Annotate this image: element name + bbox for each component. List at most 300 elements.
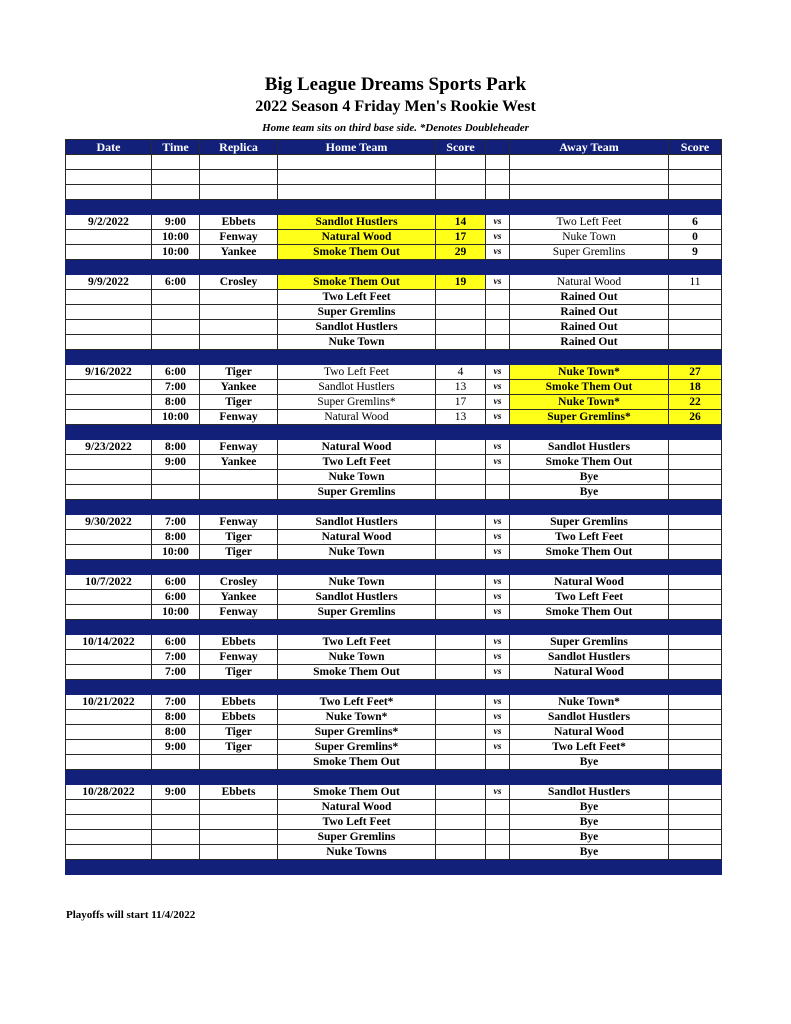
away-score-cell <box>669 290 722 305</box>
home-team-cell: Sandlot Hustlers <box>278 380 436 395</box>
home-score-cell <box>436 650 486 665</box>
away-score-cell <box>669 740 722 755</box>
away-team-cell: Rained Out <box>510 320 669 335</box>
home-score-cell <box>436 485 486 500</box>
home-score-cell <box>436 455 486 470</box>
home-score-cell <box>436 665 486 680</box>
home-team-cell: Super Gremlins <box>278 485 436 500</box>
away-score-cell: 26 <box>669 410 722 425</box>
replica-cell <box>200 185 278 200</box>
away-score-cell <box>669 800 722 815</box>
home-score-cell <box>436 155 486 170</box>
table-row <box>66 245 722 260</box>
time-cell: 6:00 <box>152 635 200 650</box>
table-row <box>66 410 722 425</box>
home-score-cell <box>436 320 486 335</box>
home-score-cell <box>436 575 486 590</box>
vs-cell: vs <box>486 215 510 230</box>
date-cell: 10/21/2022 <box>66 695 152 710</box>
time-cell: 7:00 <box>152 695 200 710</box>
away-team-cell: Nuke Town* <box>510 365 669 380</box>
vs-cell <box>486 815 510 830</box>
away-score-cell <box>669 545 722 560</box>
time-cell <box>152 320 200 335</box>
col-header-home-score: Score <box>436 140 486 155</box>
date-cell <box>66 410 152 425</box>
time-cell: 8:00 <box>152 710 200 725</box>
date-cell <box>66 830 152 845</box>
table-row <box>66 635 722 650</box>
home-team-cell: Super Gremlins <box>278 605 436 620</box>
away-team-cell: Nuke Town* <box>510 395 669 410</box>
separator-bar <box>66 260 722 275</box>
separator-bar <box>66 860 722 875</box>
date-cell <box>66 650 152 665</box>
vs-cell <box>486 155 510 170</box>
footer-note: Playoffs will start 11/4/2022 <box>66 909 196 921</box>
separator-bar <box>66 620 722 635</box>
vs-cell: vs <box>486 275 510 290</box>
separator-bar <box>66 500 722 515</box>
table-row <box>66 305 722 320</box>
replica-cell: Tiger <box>200 740 278 755</box>
home-score-cell: 13 <box>436 380 486 395</box>
time-cell: 10:00 <box>152 545 200 560</box>
col-header-vs <box>486 140 510 155</box>
home-score-cell <box>436 305 486 320</box>
home-score-cell: 19 <box>436 275 486 290</box>
time-cell: 6:00 <box>152 590 200 605</box>
time-cell: 9:00 <box>152 740 200 755</box>
date-cell: 10/28/2022 <box>66 785 152 800</box>
replica-cell <box>200 470 278 485</box>
home-team-cell <box>278 185 436 200</box>
table-row <box>66 650 722 665</box>
date-cell <box>66 605 152 620</box>
vs-cell: vs <box>486 665 510 680</box>
away-team-cell: Super Gremlins <box>510 245 669 260</box>
away-team-cell: Bye <box>510 755 669 770</box>
vs-cell: vs <box>486 635 510 650</box>
away-team-cell: Natural Wood <box>510 275 669 290</box>
replica-cell: Yankee <box>200 455 278 470</box>
away-team-cell: Super Gremlins <box>510 635 669 650</box>
home-score-cell <box>436 605 486 620</box>
home-team-cell: Two Left Feet <box>278 365 436 380</box>
table-row <box>66 590 722 605</box>
date-cell <box>66 710 152 725</box>
time-cell: 8:00 <box>152 725 200 740</box>
time-cell: 10:00 <box>152 230 200 245</box>
home-score-cell <box>436 695 486 710</box>
away-team-cell: Bye <box>510 800 669 815</box>
time-cell: 7:00 <box>152 380 200 395</box>
header-note: Home team sits on third base side. *Denotes Doubleheader <box>262 122 529 134</box>
vs-cell <box>486 290 510 305</box>
away-score-cell <box>669 455 722 470</box>
date-cell <box>66 305 152 320</box>
home-team-cell: Smoke Them Out <box>278 785 436 800</box>
home-team-cell: Smoke Them Out <box>278 245 436 260</box>
vs-cell <box>486 755 510 770</box>
away-team-cell <box>510 155 669 170</box>
time-cell <box>152 185 200 200</box>
date-cell <box>66 455 152 470</box>
home-team-cell: Natural Wood <box>278 410 436 425</box>
replica-cell <box>200 170 278 185</box>
date-cell <box>66 800 152 815</box>
table-row <box>66 215 722 230</box>
date-cell <box>66 485 152 500</box>
vs-cell <box>486 320 510 335</box>
home-team-cell: Sandlot Hustlers <box>278 215 436 230</box>
table-row <box>66 275 722 290</box>
home-team-cell: Super Gremlins* <box>278 725 436 740</box>
vs-cell: vs <box>486 725 510 740</box>
away-team-cell: Natural Wood <box>510 725 669 740</box>
col-header-home-team: Home Team <box>278 140 436 155</box>
separator-bar <box>66 350 722 365</box>
date-cell: 9/30/2022 <box>66 515 152 530</box>
time-cell: 9:00 <box>152 215 200 230</box>
away-score-cell <box>669 845 722 860</box>
separator-bar <box>66 200 722 215</box>
replica-cell: Ebbets <box>200 710 278 725</box>
time-cell: 8:00 <box>152 440 200 455</box>
home-score-cell <box>436 845 486 860</box>
vs-cell <box>486 185 510 200</box>
date-cell: 10/7/2022 <box>66 575 152 590</box>
date-cell <box>66 320 152 335</box>
home-score-cell: 4 <box>436 365 486 380</box>
away-team-cell: Two Left Feet* <box>510 740 669 755</box>
time-cell <box>152 155 200 170</box>
time-cell: 10:00 <box>152 605 200 620</box>
away-score-cell <box>669 695 722 710</box>
date-cell: 9/16/2022 <box>66 365 152 380</box>
date-cell <box>66 740 152 755</box>
replica-cell <box>200 815 278 830</box>
away-team-cell: Sandlot Hustlers <box>510 650 669 665</box>
away-score-cell <box>669 530 722 545</box>
home-team-cell: Smoke Them Out <box>278 275 436 290</box>
time-cell: 6:00 <box>152 275 200 290</box>
table-row <box>66 335 722 350</box>
replica-cell: Crosley <box>200 575 278 590</box>
replica-cell <box>200 335 278 350</box>
home-team-cell <box>278 170 436 185</box>
date-cell <box>66 335 152 350</box>
table-row <box>66 800 722 815</box>
home-score-cell: 13 <box>436 410 486 425</box>
table-row <box>66 185 722 200</box>
away-team-cell: Smoke Them Out <box>510 380 669 395</box>
away-team-cell <box>510 170 669 185</box>
replica-cell: Fenway <box>200 605 278 620</box>
away-team-cell: Sandlot Hustlers <box>510 710 669 725</box>
away-team-cell: Two Left Feet <box>510 530 669 545</box>
replica-cell: Ebbets <box>200 215 278 230</box>
replica-cell: Fenway <box>200 410 278 425</box>
table-row <box>66 845 722 860</box>
home-team-cell: Nuke Town <box>278 650 436 665</box>
home-team-cell: Nuke Town* <box>278 710 436 725</box>
away-score-cell <box>669 575 722 590</box>
separator-row <box>66 860 722 875</box>
vs-cell: vs <box>486 365 510 380</box>
away-score-cell <box>669 725 722 740</box>
home-team-cell: Two Left Feet <box>278 635 436 650</box>
replica-cell: Ebbets <box>200 785 278 800</box>
home-team-cell: Natural Wood <box>278 230 436 245</box>
replica-cell: Yankee <box>200 380 278 395</box>
vs-cell <box>486 170 510 185</box>
table-row <box>66 380 722 395</box>
home-team-cell: Super Gremlins* <box>278 395 436 410</box>
separator-row <box>66 425 722 440</box>
home-team-cell: Sandlot Hustlers <box>278 590 436 605</box>
table-row <box>66 515 722 530</box>
date-cell <box>66 470 152 485</box>
date-cell <box>66 290 152 305</box>
away-team-cell: Sandlot Hustlers <box>510 785 669 800</box>
date-cell <box>66 725 152 740</box>
vs-cell: vs <box>486 695 510 710</box>
home-score-cell <box>436 635 486 650</box>
table-row <box>66 290 722 305</box>
separator-bar <box>66 770 722 785</box>
table-row <box>66 575 722 590</box>
table-row <box>66 830 722 845</box>
date-cell <box>66 545 152 560</box>
header-row <box>66 140 722 155</box>
away-team-cell: Two Left Feet <box>510 215 669 230</box>
away-score-cell <box>669 470 722 485</box>
time-cell: 8:00 <box>152 530 200 545</box>
home-score-cell <box>436 785 486 800</box>
table-row <box>66 605 722 620</box>
time-cell <box>152 800 200 815</box>
vs-cell: vs <box>486 650 510 665</box>
home-score-cell <box>436 740 486 755</box>
time-cell <box>152 845 200 860</box>
away-team-cell: Rained Out <box>510 335 669 350</box>
table-row <box>66 395 722 410</box>
replica-cell <box>200 155 278 170</box>
home-team-cell: Sandlot Hustlers <box>278 515 436 530</box>
away-score-cell: 11 <box>669 275 722 290</box>
date-cell <box>66 230 152 245</box>
home-team-cell: Smoke Them Out <box>278 665 436 680</box>
vs-cell: vs <box>486 380 510 395</box>
home-team-cell: Two Left Feet <box>278 455 436 470</box>
away-team-cell: Rained Out <box>510 305 669 320</box>
time-cell <box>152 170 200 185</box>
col-header-replica: Replica <box>200 140 278 155</box>
vs-cell <box>486 305 510 320</box>
vs-cell: vs <box>486 605 510 620</box>
page-title: Big League Dreams Sports Park <box>264 74 527 95</box>
time-cell <box>152 470 200 485</box>
away-score-cell <box>669 485 722 500</box>
away-score-cell <box>669 185 722 200</box>
date-cell <box>66 245 152 260</box>
away-team-cell: Two Left Feet <box>510 590 669 605</box>
time-cell <box>152 305 200 320</box>
away-score-cell <box>669 335 722 350</box>
vs-cell: vs <box>486 230 510 245</box>
away-score-cell <box>669 815 722 830</box>
table-row <box>66 545 722 560</box>
home-team-cell: Super Gremlins* <box>278 740 436 755</box>
replica-cell <box>200 290 278 305</box>
table-row <box>66 725 722 740</box>
replica-cell: Tiger <box>200 665 278 680</box>
home-team-cell: Natural Wood <box>278 530 436 545</box>
vs-cell: vs <box>486 455 510 470</box>
away-team-cell: Smoke Them Out <box>510 455 669 470</box>
col-header-away-team: Away Team <box>510 140 669 155</box>
time-cell: 7:00 <box>152 650 200 665</box>
replica-cell: Tiger <box>200 725 278 740</box>
away-team-cell: Rained Out <box>510 290 669 305</box>
away-team-cell: Smoke Them Out <box>510 605 669 620</box>
replica-cell <box>200 845 278 860</box>
replica-cell: Fenway <box>200 440 278 455</box>
time-cell <box>152 485 200 500</box>
away-score-cell <box>669 440 722 455</box>
vs-cell <box>486 800 510 815</box>
replica-cell <box>200 800 278 815</box>
replica-cell: Ebbets <box>200 635 278 650</box>
home-score-cell <box>436 815 486 830</box>
away-score-cell: 27 <box>669 365 722 380</box>
away-team-cell: Bye <box>510 485 669 500</box>
time-cell: 6:00 <box>152 365 200 380</box>
time-cell <box>152 815 200 830</box>
date-cell <box>66 380 152 395</box>
date-cell <box>66 815 152 830</box>
away-score-cell: 6 <box>669 215 722 230</box>
col-header-away-score: Score <box>669 140 722 155</box>
home-team-cell: Super Gremlins <box>278 305 436 320</box>
away-score-cell: 0 <box>669 230 722 245</box>
home-team-cell: Sandlot Hustlers <box>278 320 436 335</box>
vs-cell: vs <box>486 395 510 410</box>
time-cell <box>152 755 200 770</box>
table-row <box>66 440 722 455</box>
replica-cell <box>200 755 278 770</box>
vs-cell <box>486 845 510 860</box>
home-score-cell <box>436 725 486 740</box>
vs-cell: vs <box>486 530 510 545</box>
home-score-cell <box>436 800 486 815</box>
table-row <box>66 455 722 470</box>
home-score-cell: 14 <box>436 215 486 230</box>
separator-row <box>66 680 722 695</box>
table-row <box>66 530 722 545</box>
vs-cell: vs <box>486 710 510 725</box>
replica-cell: Tiger <box>200 365 278 380</box>
time-cell <box>152 830 200 845</box>
home-team-cell: Natural Wood <box>278 440 436 455</box>
vs-cell <box>486 335 510 350</box>
table-row <box>66 470 722 485</box>
vs-cell: vs <box>486 740 510 755</box>
separator-row <box>66 770 722 785</box>
home-score-cell <box>436 440 486 455</box>
vs-cell: vs <box>486 590 510 605</box>
away-score-cell: 22 <box>669 395 722 410</box>
away-score-cell <box>669 635 722 650</box>
home-score-cell <box>436 170 486 185</box>
time-cell: 9:00 <box>152 455 200 470</box>
away-score-cell <box>669 155 722 170</box>
date-cell <box>66 665 152 680</box>
time-cell: 9:00 <box>152 785 200 800</box>
replica-cell <box>200 485 278 500</box>
table-row <box>66 155 722 170</box>
page-subtitle: 2022 Season 4 Friday Men's Rookie West <box>255 98 536 115</box>
away-score-cell <box>669 710 722 725</box>
table-row <box>66 710 722 725</box>
home-score-cell <box>436 290 486 305</box>
date-cell: 10/14/2022 <box>66 635 152 650</box>
home-team-cell: Nuke Town <box>278 335 436 350</box>
home-score-cell <box>436 515 486 530</box>
home-score-cell <box>436 530 486 545</box>
home-score-cell: 17 <box>436 395 486 410</box>
home-team-cell: Two Left Feet* <box>278 695 436 710</box>
table-row <box>66 695 722 710</box>
table-row <box>66 320 722 335</box>
time-cell: 6:00 <box>152 575 200 590</box>
vs-cell <box>486 470 510 485</box>
away-score-cell <box>669 515 722 530</box>
separator-row <box>66 350 722 365</box>
separator-row <box>66 620 722 635</box>
home-score-cell <box>436 755 486 770</box>
home-score-cell <box>436 710 486 725</box>
date-cell <box>66 170 152 185</box>
date-cell <box>66 155 152 170</box>
away-team-cell: Bye <box>510 470 669 485</box>
home-score-cell <box>436 545 486 560</box>
away-score-cell <box>669 170 722 185</box>
home-team-cell: Two Left Feet <box>278 290 436 305</box>
time-cell <box>152 290 200 305</box>
replica-cell <box>200 305 278 320</box>
vs-cell: vs <box>486 515 510 530</box>
table-row <box>66 755 722 770</box>
replica-cell: Crosley <box>200 275 278 290</box>
away-team-cell: Natural Wood <box>510 575 669 590</box>
col-header-time: Time <box>152 140 200 155</box>
vs-cell: vs <box>486 785 510 800</box>
replica-cell: Tiger <box>200 545 278 560</box>
table-row <box>66 485 722 500</box>
home-team-cell: Two Left Feet <box>278 815 436 830</box>
date-cell <box>66 395 152 410</box>
col-header-date: Date <box>66 140 152 155</box>
replica-cell: Yankee <box>200 245 278 260</box>
table-row <box>66 365 722 380</box>
replica-cell <box>200 830 278 845</box>
replica-cell: Fenway <box>200 515 278 530</box>
home-team-cell: Nuke Towns <box>278 845 436 860</box>
away-team-cell: Nuke Town* <box>510 695 669 710</box>
replica-cell: Yankee <box>200 590 278 605</box>
